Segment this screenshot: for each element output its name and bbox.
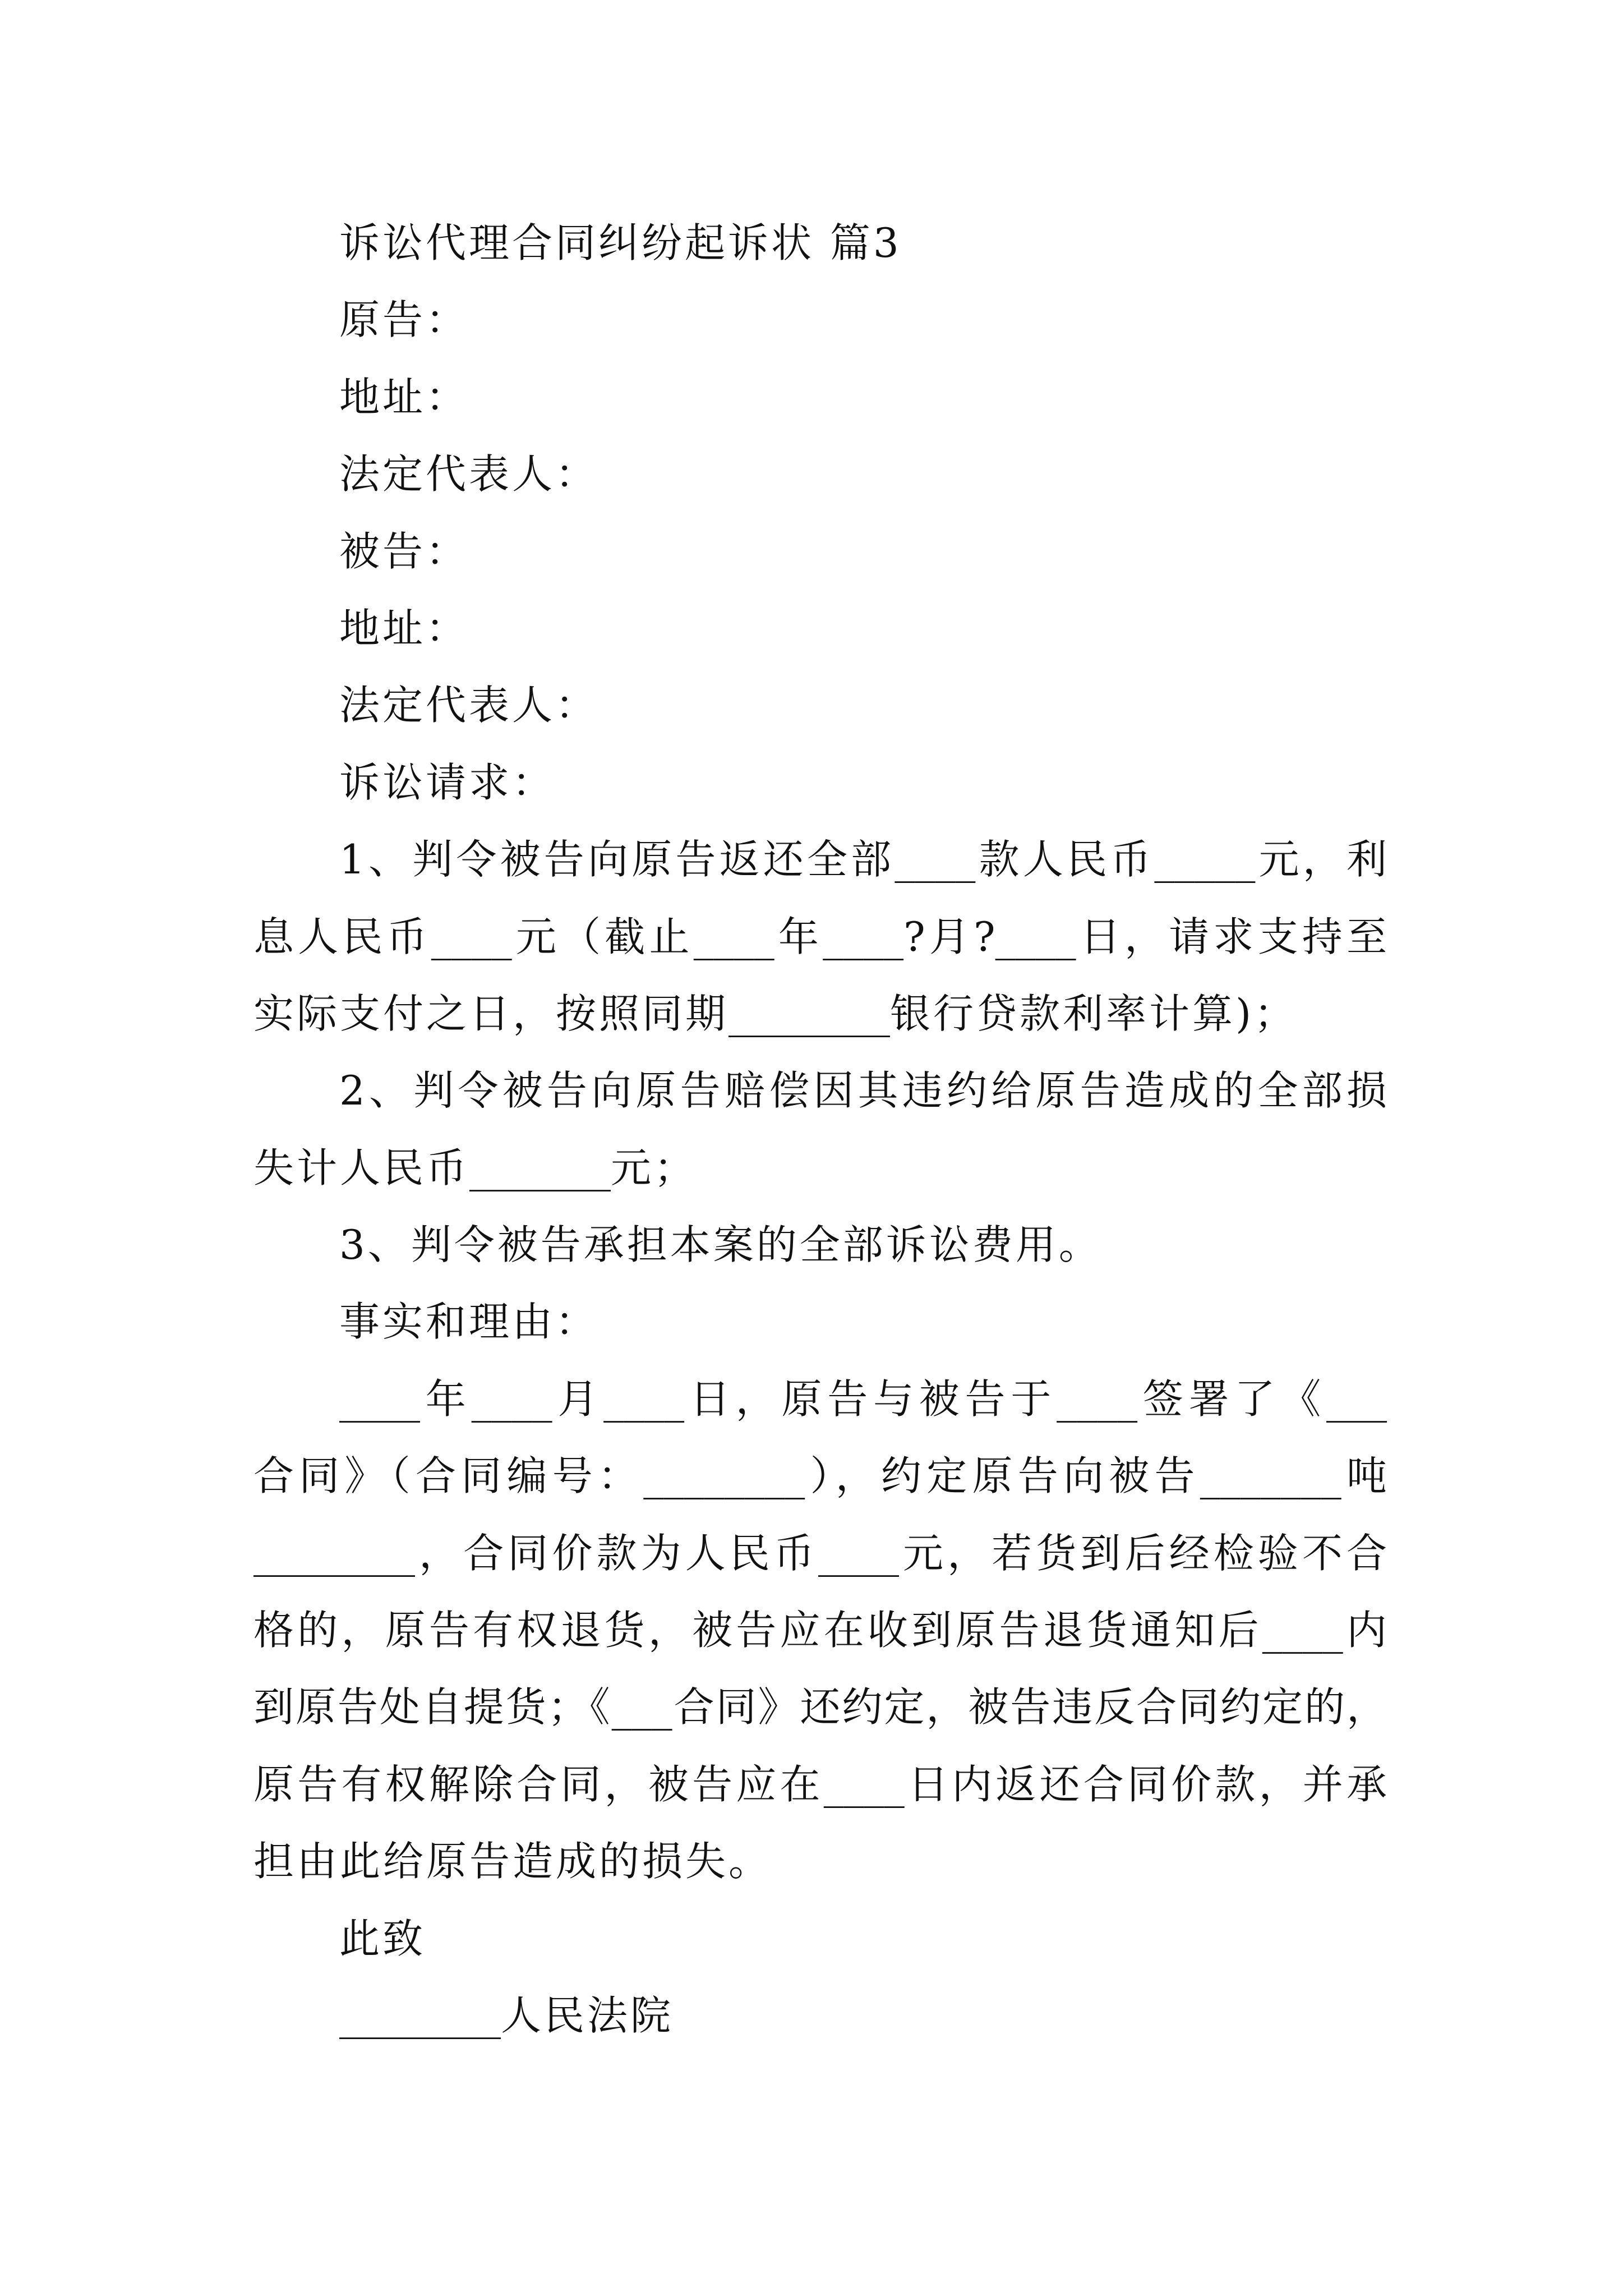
facts-line-3: ________，合同价款为人民币____元，若货到后经检验不合 — [253, 1529, 1387, 1577]
claim-1-line-2: 息人民币____元（截止____年____?月?____日，请求支持至 — [253, 913, 1387, 960]
fill-in-blank: ____ — [603, 1375, 685, 1423]
document-title: 诉讼代理合同纠纷起诉状 篇3 — [339, 219, 902, 266]
claim-2-line-2: 失计人民币_______元； — [253, 1144, 698, 1191]
claim-1-line-3: 实际支付之日，按照同期________银行贷款利率计算)； — [253, 990, 1298, 1037]
fill-in-blank: ____ — [1057, 1375, 1138, 1423]
fill-in-blank: _______ — [1200, 1452, 1341, 1500]
fill-in-blank: ___ — [611, 1683, 672, 1731]
facts-line-6: 原告有权解除合同，被告应在____日内返还合同价款，并承 — [253, 1760, 1387, 1808]
closing-salutation: 此致 — [339, 1915, 426, 1962]
defendant-label: 被告： — [339, 527, 469, 575]
facts-heading: 事实和理由： — [339, 1298, 599, 1346]
fill-in-blank: _____ — [1154, 836, 1256, 884]
fill-in-blank: ________ — [728, 990, 891, 1037]
fill-in-blank: ________ — [643, 1452, 805, 1500]
facts-line-1: ____年____月____日，原告与被告于____签署了《___ — [339, 1375, 1387, 1423]
claim-1-line-1: 1、判令被告向原告返还全部____款人民币_____元，利 — [339, 836, 1387, 884]
claim-2-line-1: 2、判令被告向原告赔偿因其违约给原告造成的全部损 — [339, 1067, 1387, 1115]
fill-in-blank: _______ — [469, 1144, 611, 1191]
fill-in-blank: ____ — [823, 913, 904, 960]
complaint-body — [253, 205, 1387, 2054]
facts-line-4: 格的，原告有权退货，被告应在收到原告退货通知后____内 — [253, 1607, 1387, 1654]
fill-in-blank: ____ — [339, 1375, 420, 1423]
defendant-address-label: 地址： — [339, 604, 469, 652]
facts-line-7: 担由此给原告造成的损失。 — [253, 1838, 772, 1885]
facts-line-2: 合同》（合同编号：________），约定原告向被告_______吨 — [253, 1452, 1387, 1500]
fill-in-blank: ________ — [253, 1529, 415, 1577]
facts-line-5: 到原告处自提货；《___合同》还约定，被告违反合同约定的， — [253, 1683, 1387, 1731]
court-addressee: ________人民法院 — [339, 1991, 674, 2039]
fill-in-blank: ________ — [339, 1991, 501, 2039]
fill-in-blank: ____ — [1262, 1607, 1343, 1654]
fill-in-blank: ___ — [1326, 1375, 1387, 1423]
fill-in-blank: ____ — [995, 913, 1076, 960]
defendant-representative-label: 法定代表人： — [339, 682, 599, 729]
fill-in-blank: ____ — [431, 913, 512, 960]
fill-in-blank: ____ — [823, 1760, 905, 1808]
claims-heading: 诉讼请求： — [339, 758, 556, 806]
plaintiff-address-label: 地址： — [339, 373, 469, 421]
fill-in-blank: ____ — [471, 1375, 552, 1423]
fill-in-blank: ____ — [693, 913, 774, 960]
claim-3-line-1: 3、判令被告承担本案的全部诉讼费用。 — [339, 1221, 1102, 1269]
fill-in-blank: ____ — [895, 836, 976, 884]
plaintiff-label: 原告： — [339, 296, 469, 344]
fill-in-blank: ____ — [818, 1529, 899, 1577]
plaintiff-representative-label: 法定代表人： — [339, 450, 599, 498]
